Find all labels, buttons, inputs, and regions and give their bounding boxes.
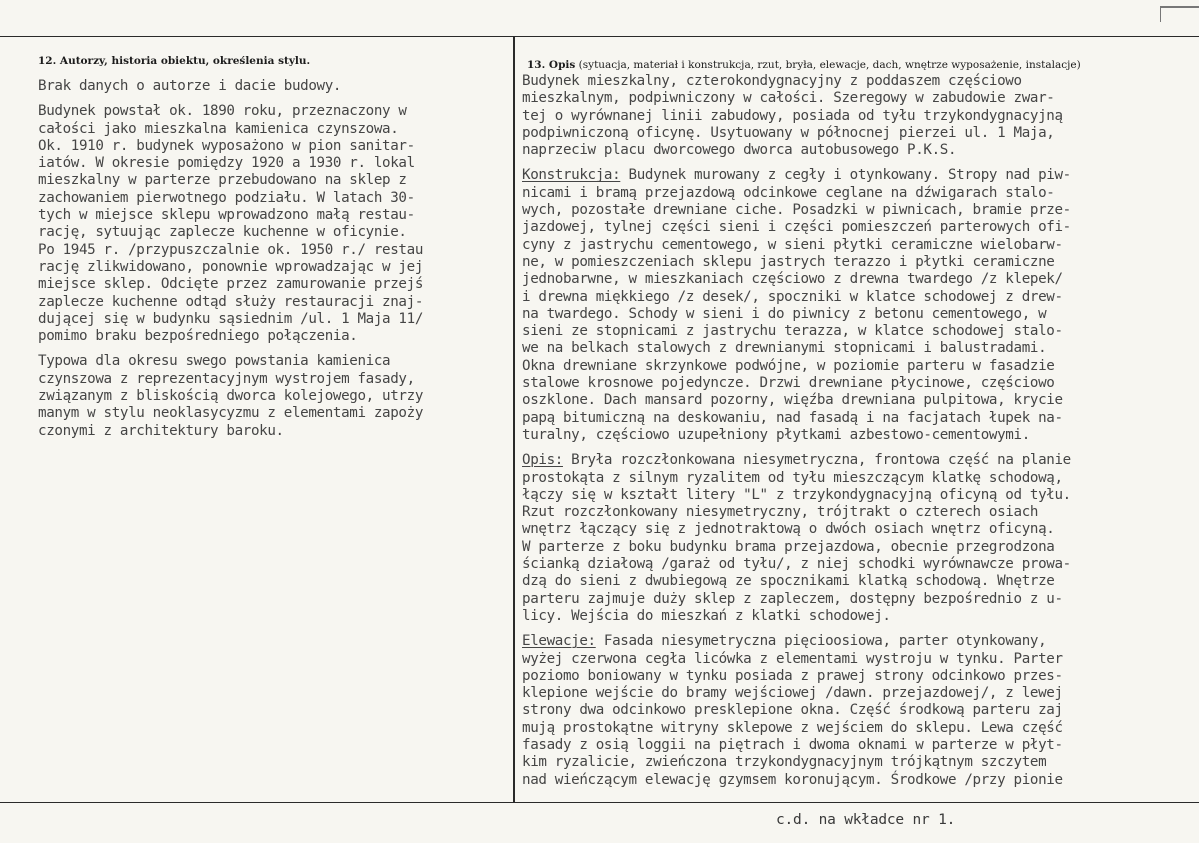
text-line: dzą do sieni z dwubiegową ze spocznikami klatką schodową. Wnętrze — [522, 573, 1055, 590]
right-field-heading — [527, 59, 1081, 71]
text-line: nicami i bramą przejazdową odcinkowe ceglane na dźwigarach stalo- — [522, 184, 1055, 201]
text-line: związanym z bliskością dworca kolejowego, utrzy — [38, 388, 424, 405]
left-paragraph-2 — [38, 103, 510, 345]
right-heading-number: 13. Opis — [527, 59, 576, 71]
right-column-text — [522, 73, 1196, 789]
opis-label: Opis: — [522, 452, 563, 469]
elewacje-label: Elewacje: — [522, 633, 596, 650]
text-line: rację, sytuując zaplecze kuchenne w oficynie. — [38, 224, 407, 241]
konstrukcja-paragraph — [522, 185, 1196, 444]
text-line: mieszkalnym, podpiwniczony w całości. Szeregowy w zabudowie zwar- — [522, 90, 1055, 107]
text-line: kim ryzalicie, zwieńczona trzykondygnacyjnym trójkątnym szczytem — [522, 754, 1047, 771]
text-line: Po 1945 r. /przypuszczalnie ok. 1950 r./ restau — [38, 241, 424, 258]
text-line: ne, w pomieszczeniach sklepu jastrych terazzo i płytki ceramiczne — [522, 253, 1055, 270]
text-line: mują prostokątne witryny sklepowe z wejściem do sklepu. Lewa część — [522, 719, 1063, 736]
text-line: turalny, częściowo uzupełniony płytkami azbestowo-cementowymi. — [522, 426, 1030, 443]
text-line: klepione wejście do bramy wejściowej /dawn. przejazdowej/, z lewej — [522, 685, 1063, 702]
text-line: miejsce sklep. Odcięte przez zamurowanie przejś — [38, 276, 424, 293]
text-line: Rzut rozczłonkowany niesymetryczny, trójtrakt o czterech osiach — [522, 504, 1039, 521]
continuation-note: c.d. na wkładce nr 1. — [776, 812, 956, 828]
text-line: czonymi z architektury baroku. — [38, 422, 284, 439]
description-intro — [522, 73, 1196, 159]
text-line: jazdowej, tylnej części sieni i części pomieszczeń parterowych ofi- — [522, 219, 1071, 236]
bottom-rule — [0, 802, 1199, 803]
text-line: Okna drewniane skrzynkowe podwójne, w poziomie parteru w fasadzie — [522, 357, 1055, 374]
text-line: wnętrz łączący się z jednotraktową o dwóch osiach wnętrz oficyną. — [522, 521, 1055, 538]
text-line: Brak danych o autorze i dacie budowy. — [38, 78, 342, 94]
opis-first-line: Opis: Bryła rozczłonkowana niesymetryczna, frontowa część na planie — [522, 452, 1071, 469]
text-line: stalowe krosnowe pojedyncze. Drzwi drewniane płycinowe, częściowo — [522, 375, 1055, 392]
column-divider — [513, 37, 515, 802]
text-line: sieni ze stopnicami z jastrychu terazza, w klatce schodowej stalo- — [522, 323, 1063, 340]
text-line: i drewna miękkiego /z desek/, spoczniki w klatce schodowej z drew- — [522, 288, 1063, 305]
text-line: Budynek powstał ok. 1890 roku, przeznaczony w — [38, 103, 407, 120]
text-line: manym w stylu neoklasycyzmu z elementami zapoży — [38, 405, 424, 422]
text-line: jednobarwne, w mieszkaniach częściowo z drewna twardego /z klepek/ — [522, 271, 1063, 288]
text-line: iatów. W okresie pomiędzy 1920 a 1930 r. lokal — [38, 155, 415, 172]
text-line: mieszkalny w parterze przebudowano na sklep z — [38, 172, 407, 189]
text-line: Typowa dla okresu swego powstania kamienica — [38, 353, 391, 370]
text-line: fasady z osią loggii na piętrach i dwoma oknami w parterze w płyt- — [522, 736, 1063, 753]
text-line: licy. Wejścia do mieszkań z klatki schodowej. — [522, 607, 891, 624]
text-line: łączy się w kształt litery "L" z trzykondygnacyjną oficyną od tyłu. — [522, 486, 1071, 503]
text-line: całości jako mieszkalna kamienica czynszowa. — [38, 120, 399, 137]
text-line: na twardego. Schody w sieni i do piwnicy z betonu cementowego, w — [522, 305, 1047, 322]
left-paragraph-3 — [38, 353, 510, 439]
corner-mark — [1160, 6, 1199, 22]
top-rule — [0, 36, 1199, 37]
text-line: papą bitumiczną na deskowaniu, nad fasadą i na facjatach łupek na- — [522, 409, 1063, 426]
konstrukcja-label: Konstrukcja: — [522, 167, 621, 184]
text-line: czynszowa z reprezentacyjnym wystrojem fasady, — [38, 370, 415, 387]
left-field-heading: 12. Autorzy, historia obiektu, określenia stylu. — [38, 55, 311, 67]
text-line: poziomo boniowany w tynku posiada z prawej strony odcinkowo przes- — [522, 667, 1063, 684]
text-line: wych, pozostałe drewniane ciche. Posadzki w piwnicach, bramie prze- — [522, 202, 1071, 219]
text-line: prostokąta z silnym ryzalitem od tyłu mieszczącym klatkę schodową, — [522, 469, 1063, 486]
text-line: wyżej czerwona cegła licówka z elementami wystroju w tynku. Parter — [522, 650, 1063, 667]
text-line: W parterze z boku budynku brama przejazdowa, obecnie przegrodzona — [522, 538, 1055, 555]
text-line: we na belkach stalowych z drewnianymi stopnicami i balustradami. — [522, 340, 1047, 357]
text-line: Budynek mieszkalny, czterokondygnacyjny z poddaszem częściowo — [522, 73, 1022, 89]
left-column-text — [38, 78, 510, 440]
text-line: cyny z jastrychu cementowego, w sieni płytki ceramiczne wielobarw- — [522, 236, 1063, 253]
text-line: tych w miejsce sklepu wprowadzono małą restau- — [38, 207, 415, 224]
text-line: naprzeciw placu dworcowego dworca autobusowego P.K.S. — [522, 142, 957, 159]
left-paragraph-1 — [38, 78, 510, 95]
text-line: dującej się w budynku sąsiednim /ul. 1 Maja 11/ — [38, 310, 424, 327]
text-line: pomimo braku bezpośredniego połączenia. — [38, 328, 358, 345]
text-line: strony dwa odcinkowo presklepione okna. Część środkową parteru zaj — [522, 702, 1063, 719]
text-line: podpiwniczoną oficynę. Usytuowany w północnej pierzei ul. 1 Maja, — [522, 124, 1055, 141]
text-line: zaplecze kuchenne odtąd służy restauracji znaj- — [38, 293, 424, 310]
text-line: oszklone. Dach mansard pozorny, więźba drewniana pulpitowa, krycie — [522, 392, 1063, 409]
elewacje-paragraph — [522, 651, 1196, 789]
konstrukcja-first-line: Konstrukcja: Budynek murowany z cegły i otynkowany. Stropy nad piw- — [522, 167, 1071, 184]
text-line: Ok. 1910 r. budynek wyposażono w pion sanitar- — [38, 137, 415, 154]
text-line: rację zlikwidowano, ponownie wprowadzając w jej — [38, 258, 424, 275]
text-line: ścianką działową /garaż od tyłu/, z niej schodki wyrównawcze prowa- — [522, 556, 1071, 573]
text-line: nad wieńczącym elewację gzymsem koronującym. Środkowe /przy pionie — [522, 771, 1063, 788]
opis-paragraph — [522, 470, 1196, 626]
right-heading-detail: (sytuacja, materiał i konstrukcja, rzut, bryła, elewacje, dach, wnętrze wyposażenie, instalacje) — [575, 59, 1081, 71]
text-line: zachowaniem pierwotnego podziału. W latach 30- — [38, 189, 415, 206]
elewacje-first-line: Elewacje: Fasada niesymetryczna pięcioosiowa, parter otynkowany, — [522, 633, 1047, 650]
text-line: tej o wyrównanej linii zabudowy, posiada od tyłu trzykondygnacyjną — [522, 107, 1063, 124]
text-line: parteru zajmuje duży sklep z zapleczem, dostępny bezpośrednio z u- — [522, 590, 1063, 607]
